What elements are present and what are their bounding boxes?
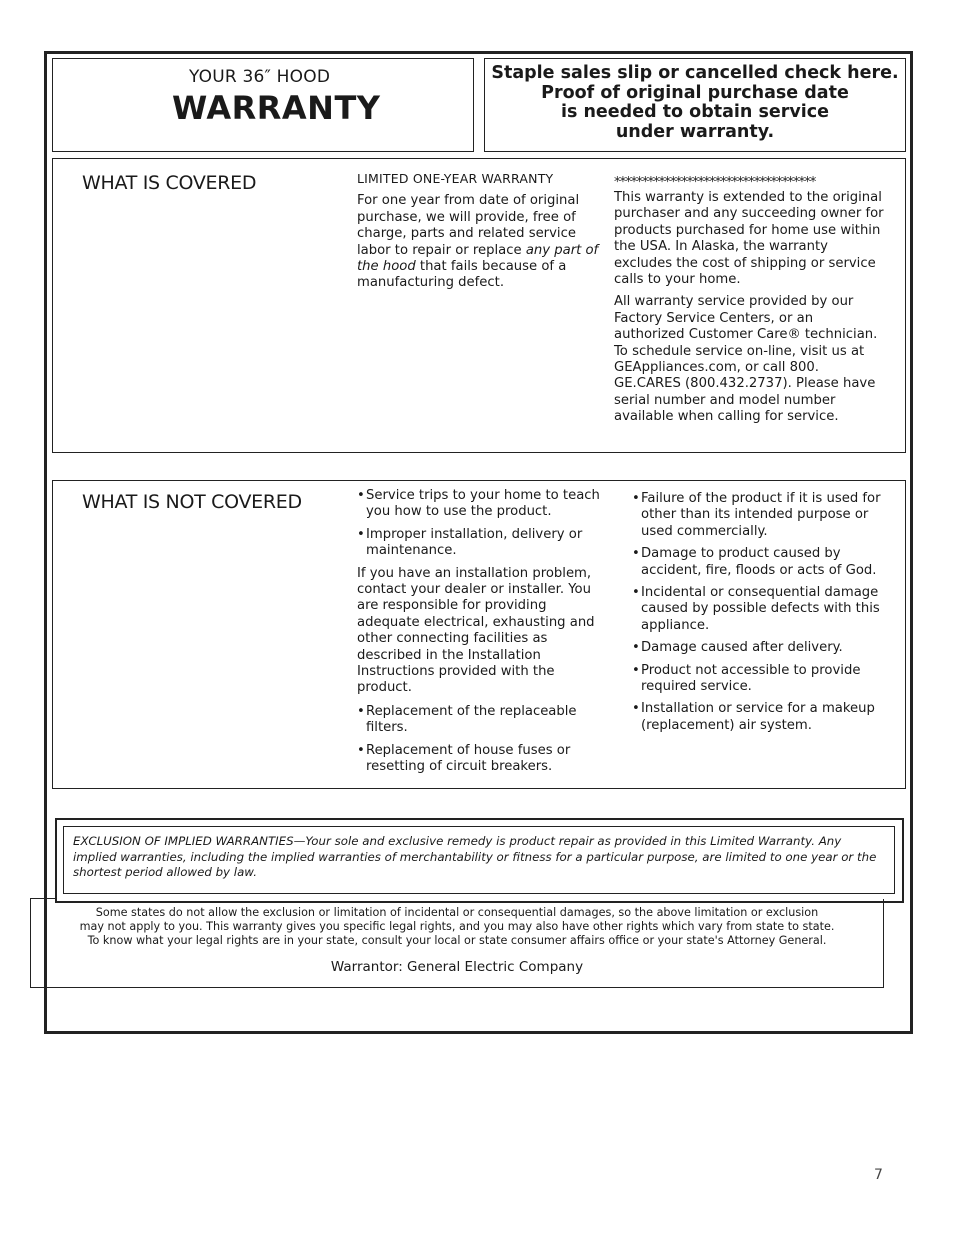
- not-covered-item: • Product not accessible to provide required service.: [632, 663, 882, 696]
- not-covered-item: • Installation or service for a makeup (replacement) air system.: [632, 701, 882, 734]
- state-rights-line-2: may not apply to you. This warranty gives you specific legal rights, and you may also have other rights which vary from state to state.: [79, 920, 835, 934]
- hood-subtitle: YOUR 36″ HOOD: [189, 67, 331, 87]
- extended-warranty-column: [614, 175, 886, 432]
- state-rights-line-3: To know what your legal rights are in your state, consult your local or state consumer affairs office or your state's Attorney General.: [87, 934, 827, 948]
- service-info-text: All warranty service provided by our Factory Service Centers, or an authorized Customer Care® technician. To schedule service on-line, visit us at GEAppliances.com, or call 800. GE.CARES (800.432.2737). Please have serial number and model number available when calling for service.: [614, 294, 878, 425]
- staple-line-4: under warranty.: [615, 121, 775, 142]
- legal-box-top-stub: [30, 898, 56, 899]
- title-box: [52, 58, 474, 152]
- not-covered-item: • Incidental or consequential damage caused by possible defects with this appliance.: [632, 585, 882, 634]
- state-rights-line-1: Some states do not allow the exclusion or limitation of incidental or consequential damages, so the above limitation or exclusion: [95, 906, 819, 919]
- staple-line-2: Proof of original purchase date: [541, 82, 849, 103]
- warrantor: Warrantor: General Electric Company: [330, 959, 584, 975]
- warranty-title: WARRANTY: [172, 89, 381, 127]
- limited-warranty-column: [357, 171, 605, 298]
- not-covered-item: • Damage caused after delivery.: [632, 640, 882, 656]
- staple-receipt-box: [484, 58, 906, 152]
- state-rights-text: [40, 906, 874, 949]
- not-covered-item: • Failure of the product if it is used for other than its intended purpose or used commercially.: [632, 491, 882, 540]
- installation-problem-text: If you have an installation problem, contact your dealer or installer. You are responsible for providing adequate electrical, exhausting and other connecting facilities as described in the Installation Instructions provided with the product.: [357, 565, 595, 696]
- limited-warranty-text: For one year from date of original purchase, we will provide, free of charge, parts and related service labor to repair or replace any part of the hood that fails because of a manufacturing defect.: [357, 193, 599, 291]
- extended-warranty-text: This warranty is extended to the original purchaser and any succeeding owner for products purchased for home use within the USA. In Alaska, the warranty excludes the cost of shipping or service calls to your home.: [614, 190, 884, 288]
- exclusion-inner-box: [63, 826, 895, 894]
- staple-line-1: Staple sales slip or cancelled check here.: [491, 63, 899, 83]
- not-covered-item: • Improper installation, delivery or maintenance.: [357, 527, 609, 560]
- covered-heading: WHAT IS COVERED: [82, 172, 257, 194]
- not-covered-column-1: [357, 488, 609, 782]
- staple-instructions: [485, 64, 905, 142]
- not-covered-item: • Service trips to your home to teach you how to use the product.: [357, 488, 609, 521]
- not-covered-heading: WHAT IS NOT COVERED: [82, 491, 302, 513]
- staple-line-3: is needed to obtain service: [560, 102, 830, 122]
- exclusion-text: EXCLUSION OF IMPLIED WARRANTIES—Your sole and exclusive remedy is product repair as provided in this Limited Warranty. Any implied warranties, including the implied warranties of merchantability or fitness for a particular purpose, are limited to one year or the shortest period allowed by law.: [73, 834, 877, 880]
- what-is-not-covered-section: [52, 480, 906, 789]
- what-is-covered-section: [52, 158, 906, 453]
- not-covered-item: • Replacement of house fuses or resetting of circuit breakers.: [357, 743, 609, 776]
- limited-warranty-heading: LIMITED ONE-YEAR WARRANTY: [357, 171, 554, 186]
- not-covered-item: • Replacement of the replaceable filters.: [357, 704, 609, 737]
- not-covered-item: • Damage to product caused by accident, fire, floods or acts of God.: [632, 546, 882, 579]
- page-number: 7: [874, 1167, 883, 1183]
- stars-divider: ************************************: [614, 175, 816, 190]
- not-covered-column-2: [632, 491, 882, 740]
